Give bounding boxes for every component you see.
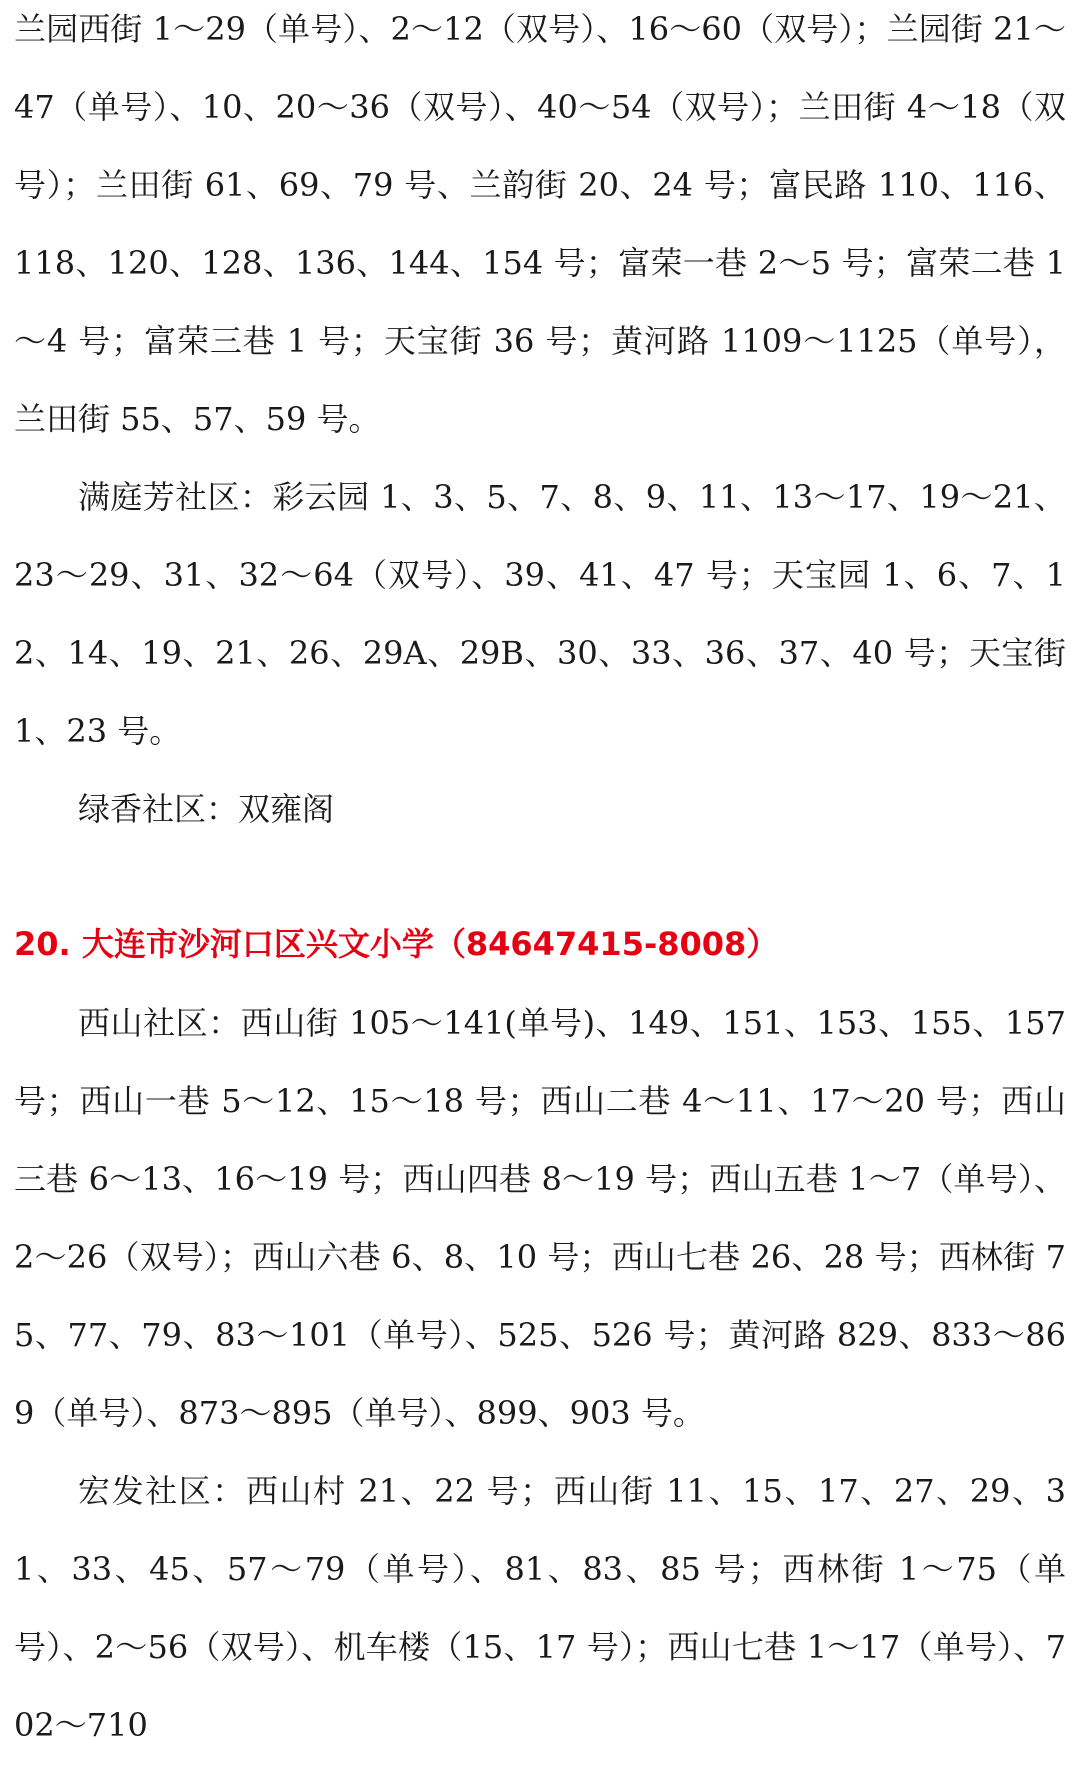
section-spacer <box>14 848 1066 904</box>
paragraph-lvxiang-community: 绿香社区：双雍阁 <box>78 790 335 828</box>
section-heading-xingwen-school: 20. 大连市沙河口区兴文小学（84647415-8008） <box>14 925 779 963</box>
document-content <box>14 0 1066 1764</box>
paragraph-xishan-community: 西山社区：西山街 105～141(单号)、149、151、153、155、157 号；西山一巷 5～12、15～18 号；西山二巷 4～11、17～20 号；西山三巷 6～13、16～19 号；西山四巷 8～19 号；西山五巷 1～7（单号）、2～26（双号）；西山六巷 6、8、10 号；西山七巷 26、28 号；西林街 75、77、79、83～101（单号）、525、526 号；黄河路 829、833～869（单号）、873～895（单号）、899、903 号。 <box>14 1004 1066 1432</box>
paragraph-continued-addresses: 兰园西街 1～29（单号）、2～12（双号）、16～60（双号）；兰园街 21～47（单号）、10、20～36（双号）、40～54（双号）；兰田街 4～18（双号）；兰田街 61、69、79 号、兰韵街 20、24 号；富民路 110、116、118、120、128、136、144、154 号；富荣一巷 2～5 号；富荣二巷 1～4 号；富荣三巷 1 号；天宝街 36 号；黄河路 1109～1125（单号），兰田街 55、57、59 号。 <box>14 10 1066 438</box>
paragraph-mantingfang-community: 满庭芳社区：彩云园 1、3、5、7、8、9、11、13～17、19～21、23～29、31、32～64（双号）、39、41、47 号；天宝园 1、6、7、12、14、19、21、26、29A、29B、30、33、36、37、40 号；天宝街 1、23 号。 <box>14 478 1066 750</box>
paragraph-hongfa-community: 宏发社区：西山村 21、22 号；西山街 11、15、17、27、29、31、33、45、57～79（单号）、81、83、85 号；西林街 1～75（单号）、2～56（双号）、机车楼（15、17 号）；西山七巷 1～17（单号）、702～710 <box>14 1472 1066 1744</box>
